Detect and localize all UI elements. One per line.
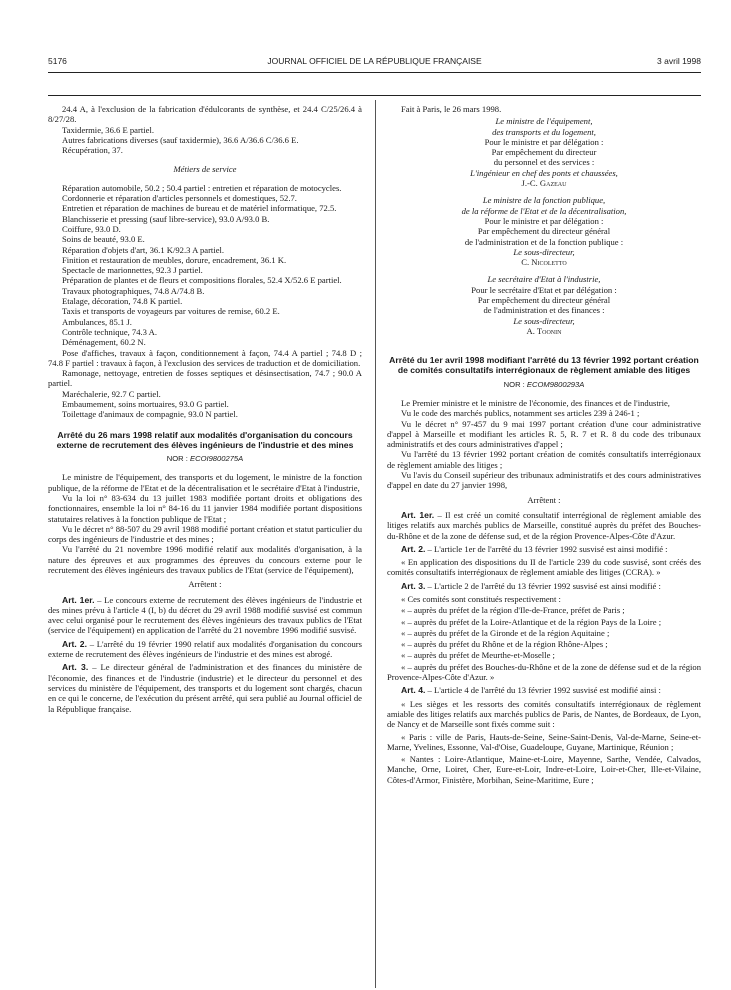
paragraph: « – auprès du préfet du Rhône et de la région Rhône-Alpes ; — [401, 639, 608, 650]
signatory-name: C. Nicoletto — [521, 257, 567, 268]
section-heading: Métiers de service — [173, 164, 237, 175]
signature-line: des transports et du logement, — [492, 126, 596, 137]
paragraph: Soins de beauté, 93.0 E. — [62, 234, 145, 245]
paragraph: Autres fabrications diverses (sauf taxidermie), 36.6 A/36.6 C/36.6 E. — [62, 134, 299, 145]
service-list — [48, 183, 362, 420]
article — [48, 639, 362, 660]
signature-line: de la réforme de l'Etat et de la décentralisation, — [461, 205, 627, 216]
signature-line: Par empêchement du directeur — [491, 147, 597, 158]
paragraph: Vu le décret n° 97-457 du 9 mai 1997 portant création d'une cour administrative d'appel à Marseille et modifiant les articles R. 5, R. 7 et R. 8 du code des tribunaux administratifs et des cours administratives d'appel ; — [387, 418, 701, 450]
article-label: Art. 1er. — [401, 509, 435, 520]
paragraph: Etalage, décoration, 74.8 K partiel. — [62, 296, 183, 307]
paragraph: Déménagement, 60.2 N. — [62, 337, 146, 348]
signature-block — [387, 116, 701, 188]
paragraph: Ramonage, nettoyage, entretien de fosses septiques et désinsectisation, 74.7 ; 90.0 A partiel. — [48, 368, 362, 389]
article-text: – L'article 2 de l'arrêté du 13 février 1992 susvisé est ainsi modifié : — [425, 580, 661, 591]
paragraph: Vu le décret n° 88-507 du 29 avril 1988 modifié portant création et statut particulier du corps des ingénieurs de l'industrie et des mines ; — [48, 523, 362, 545]
left-column — [48, 104, 362, 717]
signature-line: de l'administration et de la fonction publique : — [464, 236, 624, 247]
signature-line: Pour le ministre et par délégation : — [484, 215, 604, 226]
paragraph: Ambulances, 85.1 J. — [62, 316, 132, 327]
article-label: Art. 3. — [401, 580, 426, 591]
journal-title: JOURNAL OFFICIEL DE LA RÉPUBLIQUE FRANÇAISE — [267, 56, 482, 66]
nor-label: NOR : — [166, 454, 188, 464]
arrete-title-2: Arrêté du 1er avril 1998 modifiant l'arrêté du 13 février 1992 portant création de comités consultatifs interrégionaux de règlement amiable des litiges — [389, 355, 699, 376]
paragraph: Contrôle technique, 74.3 A. — [62, 326, 157, 337]
arretent-label: Arrêtent : — [188, 579, 222, 590]
paragraph: Spectacle de marionnettes, 92.3 J partiel. — [62, 265, 203, 276]
paragraph: « – auprès du préfet des Bouches-du-Rhône et de la zone de défense sud et de la région Provence-Alpes-Côte d'Azur. » — [387, 661, 701, 683]
paragraph: « Paris : ville de Paris, Hauts-de-Seine, Seine-Saint-Denis, Val-de-Marne, Seine-et-Marne, Yvelines, Essonne, Val-d'Oise, Guadeloupe, Guyane, Martinique, Réunion ; — [387, 731, 701, 752]
left-top-paragraphs — [48, 104, 362, 155]
article — [48, 595, 362, 636]
paragraph: Réparation d'objets d'art, 36.1 K/92.3 A partiel. — [62, 244, 225, 255]
signature-line: Pour le ministre et par délégation : — [484, 136, 604, 147]
signature-line: Le ministre de l'équipement, — [495, 116, 593, 127]
signature-line: Par empêchement du directeur général — [477, 295, 611, 306]
article-4 — [387, 685, 701, 695]
done-at: Fait à Paris, le 26 mars 1998. — [401, 104, 502, 114]
signature-blocks — [387, 116, 701, 336]
issue-date: 3 avril 1998 — [657, 56, 701, 66]
visa-paragraphs-2 — [387, 398, 701, 491]
article-1 — [387, 510, 701, 541]
visa-paragraphs — [48, 472, 362, 575]
article-4-paragraphs — [387, 699, 701, 785]
article-text: – L'arrêté du 19 février 1990 relatif aux modalités d'organisation du concours externe de recrutement des élèves ingénieurs de l'industrie et des mines est abrogé. — [48, 638, 362, 660]
signature-block — [387, 195, 701, 267]
signature-line: L'ingénieur en chef des ponts et chaussées, — [470, 167, 618, 178]
article — [48, 662, 362, 713]
arretent-label-2: Arrêtent : — [527, 494, 561, 505]
paragraph: « – auprès du préfet de la région d'Ile-de-France, préfet de Paris ; — [401, 605, 625, 616]
paragraph: Taxis et transports de voyageurs par voitures de remise, 60.2 E. — [62, 306, 280, 317]
paragraph: « – auprès du préfet de Meurthe-et-Moselle ; — [401, 650, 555, 661]
paragraph: Vu l'arrêté du 21 novembre 1996 modifié relatif aux modalités d'organisation, à la nature des épreuves et aux programmes des épreuves du concours externe pour le recrutement des élèves ingénieurs des travaux publics de l'Etat (service de l'équipement), — [48, 544, 362, 575]
paragraph: Le Premier ministre et le ministre de l'économie, des finances et de l'industrie, — [401, 397, 670, 408]
nor-reference-2 — [387, 380, 701, 390]
article-text: – L'article 1er de l'arrêté du 13 février 1992 susvisé est ainsi modifié : — [425, 543, 668, 554]
article-label: Art. 1er. — [62, 594, 95, 605]
article-3-items — [387, 594, 701, 682]
signature-line: de l'administration et des finances : — [483, 305, 605, 316]
paragraph: Maréchalerie, 92.7 C partiel. — [62, 388, 161, 399]
paragraph: Coiffure, 93.0 D. — [62, 223, 121, 234]
paragraph: Vu la loi n° 83-634 du 13 juillet 1983 modifiée portant droits et obligations des fonctionnaires, ensemble la loi n° 84-16 du 11 janvier 1984 modifiée portant dispositions statutaires relatives à la fonction publique de l'Etat ; — [48, 492, 362, 524]
paragraph: « Les sièges et les ressorts des comités consultatifs interrégionaux de règlement amiable des litiges relatifs aux marchés publics de Paris, de Nantes, de Bordeaux, de Lyon, de Nancy et de Marseille sont fixés comme suit : — [387, 698, 701, 730]
signatory-name: J.-C. Gazeau — [521, 178, 567, 189]
paragraph: Blanchisserie et pressing (sauf libre-service), 93.0 A/93.0 B. — [62, 213, 270, 224]
article-label: Art. 2. — [62, 638, 87, 649]
article-label: Art. 4. — [401, 685, 426, 696]
signature-line: Le sous-directeur, — [513, 246, 575, 257]
nor-reference — [48, 454, 362, 464]
article-text: – Le directeur général de l'administration et des finances du ministère de l'économie, des finances et de l'industrie (industrie) et le directeur du personnel et des services du ministère de l'équipement, des transports et du logement sont chargés, chacun en ce qui le concerne, de l'exécution du présent arrêté, qui sera publié au Journal officiel de la République française. — [48, 662, 362, 714]
paragraph: Cordonnerie et réparation d'articles personnels et domestiques, 52.7. — [62, 193, 297, 204]
signature-line: Pour le secrétaire d'Etat et par délégation : — [471, 284, 617, 295]
paragraph: Pose d'affiches, travaux à façon, conditionnement à façon, 74.4 A partiel ; 74.8 D ; 74.8 F partiel : travaux à façon, à l'exclusion des services de traduction et de domiciliation. — [48, 347, 362, 368]
signature-line: Le sous-directeur, — [513, 315, 575, 326]
paragraph: Récupération, 37. — [62, 145, 123, 156]
paragraph: Vu le code des marchés publics, notamment ses articles 239 à 246-1 ; — [401, 408, 640, 419]
arrete-title: Arrêté du 26 mars 1998 relatif aux modalités d'organisation du concours externe de recrutement des élèves ingénieurs de l'industrie et des mines — [56, 429, 354, 450]
article-text: – L'article 4 de l'arrêté du 13 février 1992 susvisé est modifié ainsi : — [425, 685, 661, 696]
signature-line: du personnel et des services : — [493, 157, 595, 168]
signature-line: Le ministre de la fonction publique, — [482, 195, 606, 206]
column-divider — [375, 100, 376, 988]
paragraph: 24.4 A, à l'exclusion de la fabrication d'édulcorants de synthèse, et 24.4 C/25/26.4 à 8/27/28. — [48, 104, 362, 125]
article-list — [48, 595, 362, 714]
paragraph: Travaux photographiques, 74.8 A/74.8 B. — [62, 285, 205, 296]
paragraph: Toilettage d'animaux de compagnie, 93.0 N partiel. — [62, 409, 238, 420]
paragraph: Embaumement, soins mortuaires, 93.0 G partiel. — [62, 399, 229, 410]
nor-code: ECOM9800293A — [526, 379, 585, 389]
article-2 — [387, 544, 701, 554]
paragraph: Préparation de plantes et de fleurs et compositions florales, 52.4 X/52.6 E partiel. — [62, 275, 342, 286]
article-3 — [387, 581, 701, 591]
paragraph: Entretien et réparation de machines de bureau et de matériel informatique, 72.5. — [62, 203, 337, 214]
paragraph: « Nantes : Loire-Atlantique, Maine-et-Loire, Mayenne, Sarthe, Vendée, Calvados, Manche, Orne, Loiret, Cher, Eure-et-Loir, Indre-et-Loire, Loir-et-Cher, Ille-et-Vilaine, Côtes-d'Armor, Finistère, Morbihan, Seine-Maritime, Eure ; — [387, 754, 701, 785]
article-text: – Il est créé un comité consultatif interrégional de règlement amiable des litiges relatifs aux marchés publics de Marseille, constitué auprès du préfet des Bouches-du-Rhône et de la zone de défense sud, et de la région Provence-Alpes-Côte d'Azur. — [387, 509, 701, 541]
signature-line: Par empêchement du directeur général — [477, 226, 611, 237]
signature-line: Le secrétaire d'Etat à l'industrie, — [487, 274, 601, 285]
header-rule-bottom — [48, 95, 701, 96]
page-number: 5176 — [48, 56, 67, 66]
paragraph: Vu l'avis du Conseil supérieur des tribunaux administratifs et des cours administratives d'appel en date du 27 janvier 1998, — [387, 470, 701, 491]
paragraph: Taxidermie, 36.6 E partiel. — [62, 124, 154, 135]
paragraph: « Ces comités sont constitués respectivement : — [401, 593, 561, 604]
header-rule-top — [48, 72, 701, 73]
article-2-quote: « En application des dispositions du II de l'article 239 du code susvisé, sont créés des comités consultatifs interrégionaux de règlement amiable des litiges (CCRA). » — [387, 557, 701, 578]
paragraph: Vu l'arrêté du 13 février 1992 portant création de comités consultatifs interrégionaux de règlement amiable des litiges ; — [387, 449, 701, 470]
article-label: Art. 2. — [401, 543, 426, 554]
nor-code: ECOI9800275A — [190, 454, 244, 464]
signature-block — [387, 274, 701, 336]
signatory-name: A. Toonin — [526, 325, 562, 336]
paragraph: Finition et restauration de meubles, dorure, encadrement, 36.1 K. — [62, 254, 287, 265]
paragraph: « – auprès du préfet de la Gironde et de la région Aquitaine ; — [401, 627, 610, 638]
paragraph: « – auprès du préfet de la Loire-Atlantique et de la région Pays de la Loire ; — [401, 616, 662, 627]
nor-label: NOR : — [503, 379, 525, 389]
right-column — [387, 104, 701, 787]
article-label: Art. 3. — [62, 662, 89, 673]
page-header — [48, 56, 701, 70]
paragraph: Réparation automobile, 50.2 ; 50.4 partiel : entretien et réparation de motocycles. — [62, 182, 342, 193]
article-text: – Le concours externe de recrutement des élèves ingénieurs de l'industrie et des mines prévu à l'article 4 (I, b) du décret du 29 avril 1988 modifié susvisé est commun avec celui organisé pour le recrutement des élèves ingénieurs des travaux publics de l'Etat (service de l'équipement) en application de l'arrêté du 21 novembre 1996 modifié susvisé. — [48, 594, 362, 636]
paragraph: Le ministre de l'équipement, des transports et du logement, le ministre de la fonction publique, de la réforme de l'Etat et de la décentralisation et le secrétaire d'Etat à l'industrie, — [48, 472, 362, 493]
